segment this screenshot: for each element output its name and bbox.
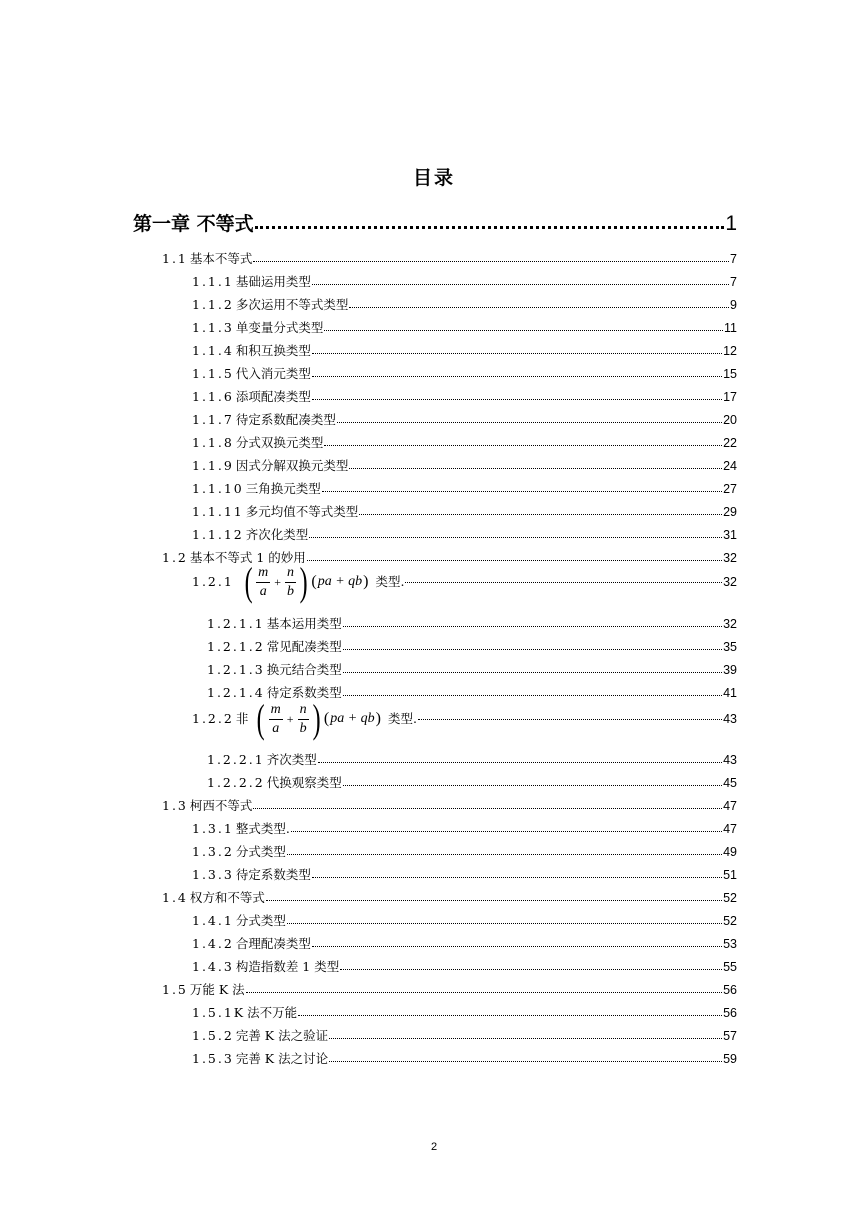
dot-leader [418,718,722,720]
toc-entry-label [192,273,311,289]
section-title: 构造指数差 1 类型 [235,958,340,974]
page-title: 目录 [412,167,455,189]
section-title: 待定系数类型 [266,684,342,700]
toc-entry-label [192,503,359,519]
toc-page-number: 17 [723,389,737,404]
toc-entry-label [192,1050,329,1066]
toc-entry-row[interactable] [162,792,737,812]
section-number: 1.2.1.2 [207,638,265,654]
section-title: 基础运用类型 [235,273,311,289]
toc-page-number: 9 [730,297,737,312]
toc-entry-row[interactable] [192,930,737,950]
toc-entry-row[interactable] [207,656,737,676]
section-number: 1.1.9 [192,457,234,473]
toc-page-number: 52 [723,890,737,905]
toc-entry-label [192,411,336,427]
right-paren: ) [312,696,321,741]
section-number: 1.1.5 [192,365,234,381]
dot-leader [266,899,722,901]
toc-entry-row[interactable] [162,976,737,996]
fraction-m-a: $\frac{m}{a}$ [270,702,281,736]
toc-entry-label [192,1004,298,1020]
toc-entry-row[interactable] [192,291,737,311]
section-title: 分式类型 [235,843,286,859]
toc-page-number: 47 [723,798,737,813]
section-number: 1.3.3 [192,866,234,882]
dot-leader [298,1014,722,1016]
section-title: 多元均值不等式类型 [245,503,359,519]
section-number: 1.2.2 [192,710,234,726]
fraction-n-b: $\frac{n}{b}$ [299,702,307,736]
dot-leader [343,784,722,786]
section-title: 整式类型. [235,820,290,836]
dot-leader [340,968,722,970]
toc-entry-row[interactable] [192,521,737,541]
section-number: 1.5 [162,981,188,997]
section-title: 类型. [388,710,417,726]
section-number: 1.2.1.3 [207,661,265,677]
section-number: 1.2.2.2 [207,774,265,790]
dot-leader [309,536,722,538]
section-title: 和积互换类型 [235,342,311,358]
section-number: 1.5.3 [192,1050,234,1066]
section-number: 1.2.1.4 [207,684,265,700]
section-title: 完善 K 法之讨论 [235,1050,329,1066]
section-title: 换元结合类型 [266,661,342,677]
toc-page-number: 32 [723,550,737,565]
toc-entry-row[interactable] [192,999,737,1019]
toc-page-number: 24 [723,458,737,473]
section-title: 待定系数类型 [235,866,311,882]
section-number: 1.2.2.1 [207,751,265,767]
dot-leader [343,694,722,696]
section-number: 1.2 [162,549,188,565]
dot-leader [405,581,722,583]
dot-leader [253,807,722,809]
toc-page-number: 7 [730,274,737,289]
dot-leader [291,830,722,832]
right-paren: ) [299,559,308,604]
toc-page-number: 15 [723,366,737,381]
dot-leader [253,260,729,262]
section-title: 基本不等式 [189,250,253,266]
section-title: 齐次化类型 [245,526,309,542]
section-number: 1.5.2 [192,1027,234,1043]
toc-entry-row[interactable] [162,884,737,904]
dot-leader [329,1060,722,1062]
dot-leader [312,876,722,878]
left-paren: ( [244,559,253,604]
toc-page-number: 43 [723,752,737,767]
section-title: 万能 K 法 [189,981,245,997]
toc-page-number: 27 [723,481,737,496]
dot-leader [359,513,722,515]
toc-page-number: 11 [724,320,737,335]
toc-entry-label [192,1027,329,1043]
toc-entry-label [207,638,342,654]
formula-rest: pa + qb [330,711,375,726]
toc-entry-row[interactable] [162,245,737,265]
dot-leader [337,421,722,423]
toc-entry-row[interactable] [192,1022,737,1042]
fraction-formula: ( $\frac{m}{a}$ + $\frac{n}{b}$ ) ( pa + qb ) [256,696,381,741]
section-number: 1.2.1.1 [207,615,265,631]
section-title: 多次运用不等式类型 [235,296,349,312]
toc-entry-row[interactable] [192,838,737,858]
section-title: 权方和不等式 [189,889,265,905]
dot-leader [312,945,722,947]
section-number: 1.1.2 [192,296,234,312]
toc-page-number: 20 [723,412,737,427]
dot-leader [287,922,722,924]
dot-leader [322,490,722,492]
page-number: 2 [430,1141,438,1153]
dot-leader [349,467,722,469]
toc-page-number: 35 [723,639,737,654]
dot-leader [318,761,722,763]
section-title: 分式类型 [235,912,286,928]
toc-entry-row[interactable] [192,383,737,403]
section-number: 1.1.10 [192,480,244,496]
toc-entry-row[interactable] [192,1045,737,1065]
dot-leader [343,671,722,673]
toc-page-number: 53 [723,936,737,951]
section-number: 1.3.1 [192,820,234,836]
toc-page-number: 57 [723,1028,737,1043]
section-number: 1.4.2 [192,935,234,951]
toc-chapter-row[interactable] [133,206,737,234]
section-title: 齐次类型 [266,751,317,767]
section-title: 单变量分式类型 [235,319,324,335]
toc-entry-label [192,843,286,859]
toc-entry-row[interactable] [192,560,737,604]
dot-leader [255,225,725,229]
toc-entry-row[interactable] [192,452,737,472]
dot-leader [246,991,722,993]
toc-entry-label [207,615,342,631]
section-title: 柯西不等式 [189,797,253,813]
section-title: 法不万能 [247,1004,298,1020]
dot-leader [324,329,723,331]
dot-leader [312,352,722,354]
toc-page-number: 51 [723,867,737,882]
section-title: 常见配凑类型 [266,638,342,654]
section-number: 1.1.1 [192,273,234,289]
chapter-page: 1 [725,212,737,235]
fraction-m-a: $\frac{m}{a}$ [258,565,269,599]
section-title: 因式分解双换元类型 [235,457,349,473]
toc-entry-label [192,935,311,951]
toc-page-number: 39 [723,662,737,677]
toc-page-number: 45 [723,775,737,790]
toc-page-number: 29 [723,504,737,519]
toc-entry-row[interactable] [207,610,737,630]
section-number: 1.4.3 [192,958,234,974]
section-number: 1.1.11 [192,503,244,519]
toc-entry-label [192,526,309,542]
toc-entry-label [192,820,290,836]
toc-entry-row[interactable] [207,679,737,699]
section-number: 1.3 [162,797,188,813]
section-number: 1.1.4 [192,342,234,358]
dot-leader [324,444,722,446]
section-title: 待定系数配凑类型 [235,411,336,427]
dot-leader [312,398,722,400]
toc-page-number: 59 [723,1051,737,1066]
toc-entry-label [192,958,340,974]
section-number: 1.2.1 [192,573,234,589]
toc-entry-row[interactable] [192,907,737,927]
toc-entry-row[interactable] [207,746,737,766]
dot-leader [343,648,722,650]
section-number: 1.1.12 [192,526,244,542]
toc-entry-label [192,319,324,335]
toc-entry-label [162,889,265,905]
toc-entry-row[interactable] [192,314,737,334]
toc-entry-row[interactable] [192,815,737,835]
toc-entry-label [192,480,321,496]
section-number: 1.1.3 [192,319,234,335]
toc-page-number: 56 [723,982,737,997]
section-number: 1.1.7 [192,411,234,427]
section-title: 基本不等式 1 的妙用 [189,549,306,565]
toc-page-number: 32 [723,574,737,589]
toc-entry-row[interactable] [207,769,737,789]
toc-page-number: 55 [723,959,737,974]
section-title: 合理配凑类型 [235,935,311,951]
formula-rest: pa + qb [317,574,363,589]
toc-entry-label [192,559,405,604]
fraction-n-b: $\frac{n}{b}$ [287,565,295,599]
section-title: 添项配凑类型 [235,388,311,404]
section-title: 代入消元类型 [235,365,311,381]
toc-entry-label [162,250,253,266]
chapter-label: 第一章 不等式 [133,213,254,235]
fraction-formula: ( $\frac{m}{a}$ + $\frac{n}{b}$ ) ( pa + qb ) [244,559,369,604]
dot-leader [343,625,722,627]
toc-page-number: 31 [723,527,737,542]
toc-entry-label [192,866,311,882]
toc-entry-label [207,661,342,677]
section-title: 分式双换元类型 [235,434,324,450]
toc-page-number: 52 [723,913,737,928]
toc-entry-label [162,797,253,813]
section-number: 1.5.1K [192,1004,246,1020]
toc-entry-row[interactable] [192,475,737,495]
dot-leader [312,283,729,285]
section-number: 1.4 [162,889,188,905]
toc-entry-label [192,696,417,741]
toc-entry-row[interactable] [192,953,737,973]
dot-leader [287,853,722,855]
toc-entry-row[interactable] [207,633,737,653]
section-title: 基本运用类型 [266,615,342,631]
section-number: 1.1.8 [192,434,234,450]
dot-leader [349,306,729,308]
section-title: 完善 K 法之验证 [235,1027,329,1043]
toc-entry-row[interactable] [192,406,737,426]
toc-entry-row[interactable] [192,268,737,288]
section-number: 1.1.6 [192,388,234,404]
toc-entry-label [162,981,245,997]
toc-page-number: 22 [723,435,737,450]
toc-entry-label [192,434,324,450]
toc-entry-row[interactable] [192,861,737,881]
formula-prefix: 非 [235,710,249,726]
left-paren: ( [256,696,265,741]
toc-entry-row[interactable] [192,498,737,518]
toc-entry-label [192,912,286,928]
section-number: 1.4.1 [192,912,234,928]
section-number: 1.3.2 [192,843,234,859]
toc-entry-row[interactable] [192,697,737,741]
toc-entry-label [192,296,349,312]
toc-entry-row[interactable] [192,429,737,449]
toc-entry-label [207,751,317,767]
section-title: 类型. [375,573,405,589]
toc-page-number: 43 [723,711,737,726]
toc-entry-label [207,774,342,790]
toc-page-number: 49 [723,844,737,859]
section-title: 三角换元类型 [245,480,321,496]
dot-leader [329,1037,722,1039]
toc-entry-label [192,457,349,473]
toc-page-number: 47 [723,821,737,836]
section-title: 代换观察类型 [266,774,342,790]
toc-page-number: 41 [723,685,737,700]
toc-page-number: 7 [730,251,737,266]
toc-entry-row[interactable] [192,360,737,380]
toc-page-number: 56 [723,1005,737,1020]
dot-leader [312,375,722,377]
toc-page-number: 32 [723,616,737,631]
toc-entry-row[interactable] [192,337,737,357]
section-number: 1.1 [162,250,188,266]
toc-entry-label [192,365,311,381]
toc-entry-label [192,342,311,358]
toc-entry-label [192,388,311,404]
toc-page-number: 12 [723,343,737,358]
